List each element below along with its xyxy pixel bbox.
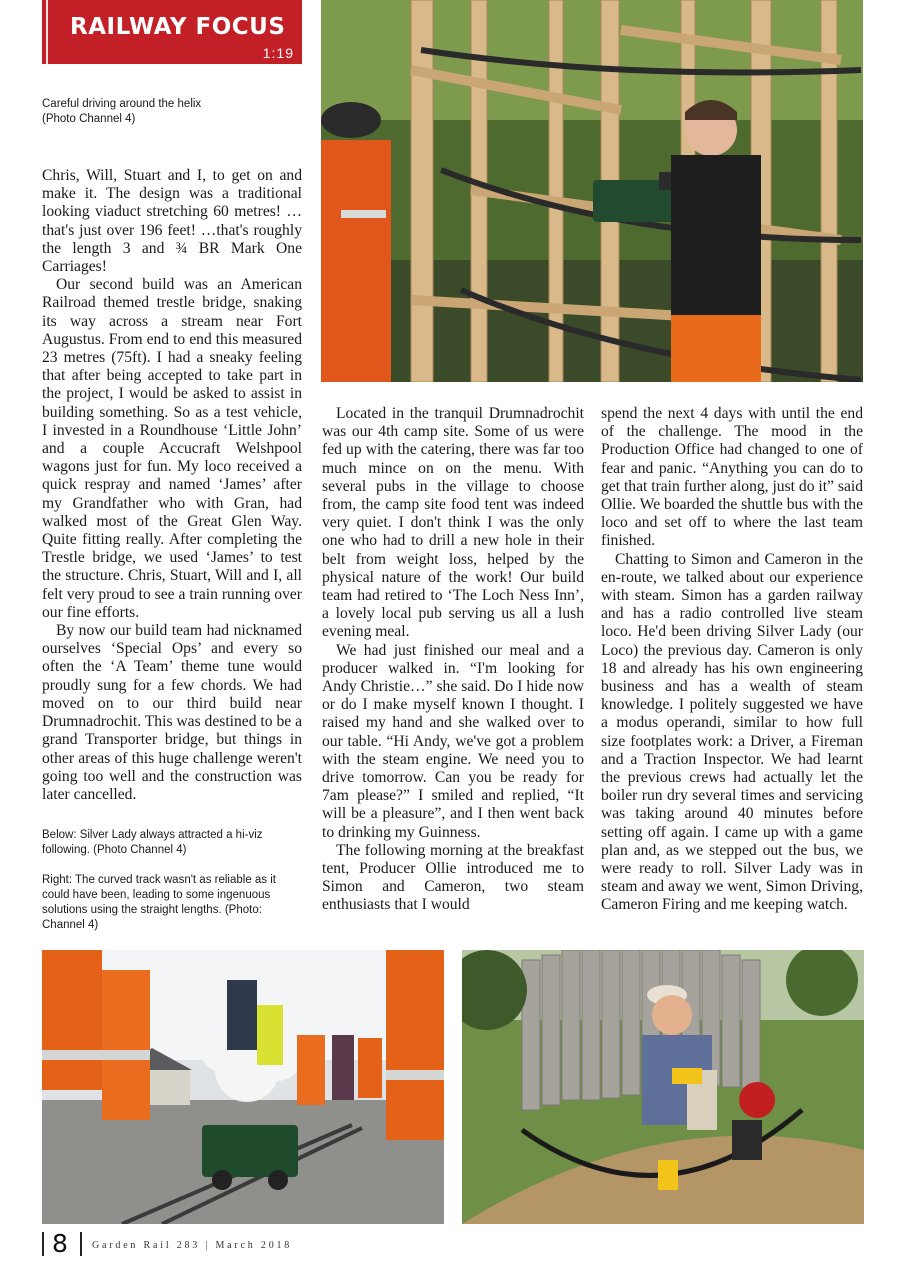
hi-viz-photo-illustration <box>42 950 444 1224</box>
paragraph: spend the next 4 days with until the end of the challenge. The mood in the Production Office had changed to one of fear and panic. “Anything you can do to get that train further along, just do it” said Ollie. We boarded the shuttle bus with the loco and set off to where the last team finished. <box>601 405 863 550</box>
paragraph: By now our build team had nicknamed ourselves ‘Special Ops’ and every so often the ‘A Team’ theme tune would proudly sung for a few chords. We had moved on to our third build near Drumnadrochit. This was destined to be a grand Transporter bridge, but things in other areas of this huge challenge weren't going too well and the construction was later cancelled. <box>42 622 302 803</box>
paragraph: We had just finished our meal and a producer walked in. “I'm looking for Andy Christie…” she said. Do I hide now or do I make myself known I thought. I raised my hand and she walked over to our table. “Hi Andy, we've got a problem with the steam engine. We need you to drive tomorrow. Can you be ready for 7am please?” I smiled and replied, “It will be a pleasure”, and I then went back to drinking my Guinness. <box>322 641 584 841</box>
column-1 <box>42 167 302 804</box>
paragraph: Chatting to Simon and Cameron in the en-route, we talked about our experience with steam. Simon has a garden railway and has a radio controlled live steam loco. He'd been driving Silver Lady (our Loco) the previous day. Cameron is only 18 and already has his own engineering business and has a wealth of steam knowledge. I politely suggested we have a modus operandi, similar to how full size footplates work: a Driver, a Fireman and a Traction Inspector. We had learnt the previous crews had actually let the boiler run dry several times and servicing was taking around 40 minutes before setting off again. I came up with a game plan and, as we stepped out the bus, we were ready to roll. Silver Lady was in steam and away we went, Simon Driving, Cameron Firing and me keeping watch. <box>601 550 863 914</box>
paragraph: The following morning at the breakfast tent, Producer Ollie introduced me to Simon and Cameron, two steam enthusiasts that I would <box>322 841 584 914</box>
section-title: RAILWAY FOCUS <box>70 14 286 40</box>
folio-rule <box>42 1232 44 1256</box>
section-time: 1:19 <box>262 45 294 61</box>
right-caption: Right: The curved track wasn't as reliable as it could have been, leading to some ingenuous solutions using the straight lengths. (Photo: Channel 4) <box>42 874 277 931</box>
badge-stripe <box>46 0 48 64</box>
column-2 <box>322 405 584 915</box>
column-3 <box>601 405 863 915</box>
helix-photo <box>321 0 863 382</box>
helix-photo-illustration <box>321 0 863 382</box>
paragraph: Located in the tranquil Drumnadrochit was our 4th camp site. Some of us were fed up with the catering, there was far too much mince on on the menu. With several pubs in the village to choose from, the camp site food tent was indeed very quiet. I don't think I was the only one who had to drill a new hole in their belt from weight loss, helped by the physical nature of the work! Our build team had retired to ‘The Loch Ness Inn’, a lovely local pub serving us all a lush evening meal. <box>322 405 584 641</box>
page-number: 8 <box>52 1229 68 1258</box>
helix-caption-line1: Careful driving around the helix <box>42 98 202 110</box>
section-badge <box>42 0 302 64</box>
curved-track-photo-illustration <box>462 950 864 1224</box>
below-caption: Below: Silver Lady always attracted a hi-viz following. (Photo Channel 4) <box>42 829 263 856</box>
magazine-issue: Garden Rail 283 | March 2018 <box>92 1240 293 1251</box>
helix-caption-line2: (Photo Channel 4) <box>42 113 136 125</box>
curved-track-photo <box>462 950 864 1224</box>
paragraph: Our second build was an American Railroad themed trestle bridge, snaking its way across a stream near Fort Augustus. From end to end this measured 23 metres (75ft). I had a sneaky feeling that after being accepted to take part in the project, I would be asked to assist in building something. So as a test vehicle, I invested in a Roundhouse ‘Little John’ and a couple Accucraft Welshpool wagons just for fun. My loco received a quick respray and named ‘James’ after my Grandfather who with Gran, had walked most of the Great Glen Way. Quite fitting really. After completing the Trestle bridge, we used ‘James’ to test the structure. Chris, Stuart, Will and I, all felt very proud to see a train running over our fine efforts. <box>42 276 302 621</box>
hi-viz-photo <box>42 950 444 1224</box>
paragraph: Chris, Will, Stuart and I, to get on and make it. The design was a traditional looking viaduct stretching 60 metres! … that's just over 196 feet! …that's roughly the length 3 and ¾ BR Mark One Carriages! <box>42 167 302 276</box>
folio-rule-2 <box>80 1232 82 1256</box>
helix-caption <box>42 97 302 127</box>
